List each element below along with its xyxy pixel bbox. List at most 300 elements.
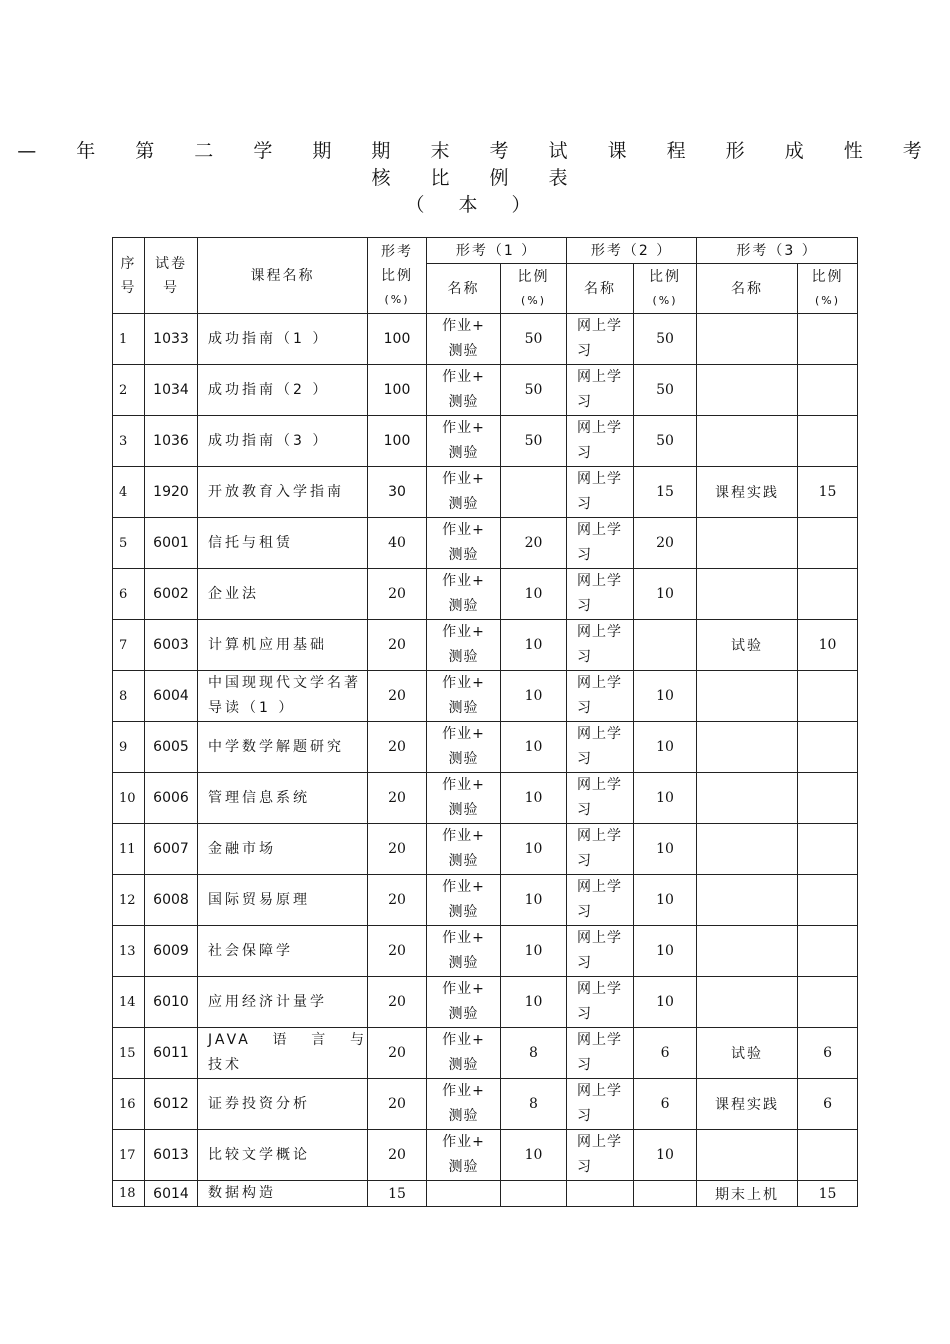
course-name-line: 计算机应用基础 (208, 636, 327, 653)
cell-paper-code: 6003 (145, 620, 198, 671)
cell-ratio: 20 (368, 977, 427, 1028)
cell-ratio: 100 (368, 416, 427, 467)
cell-course-name (198, 416, 368, 467)
cell-ratio: 20 (368, 926, 427, 977)
table-row (113, 1130, 858, 1181)
cell-t2-ratio: 10 (634, 875, 697, 926)
t2-name-line: 网上学 (577, 675, 623, 691)
cell-t1-ratio (501, 1181, 567, 1207)
table-row (113, 620, 858, 671)
cell-t3-ratio (798, 518, 858, 569)
cell-t3-name: 试验 (697, 1028, 798, 1079)
t1-name-line: 作业+ (442, 879, 485, 895)
cell-course-name (198, 1079, 368, 1130)
cell-t2-ratio: 10 (634, 824, 697, 875)
cell-t3-ratio: 15 (798, 1181, 858, 1207)
t2-name-line: 习 (577, 853, 593, 869)
cell-t2-name (567, 773, 634, 824)
cell-t3-name: 期末上机 (697, 1181, 798, 1207)
t2-name-line: 网上学 (577, 777, 623, 793)
header-seq-line2: 号 (120, 279, 137, 296)
t1-name-line: 测验 (448, 547, 479, 563)
cell-ratio: 20 (368, 875, 427, 926)
t1-name-line: 测验 (448, 394, 479, 410)
cell-t3-name (697, 671, 798, 722)
course-name-line: 技术 (208, 1057, 242, 1073)
cell-t2-name (567, 1130, 634, 1181)
cell-seq: 7 (113, 620, 145, 671)
cell-ratio: 20 (368, 620, 427, 671)
cell-t1-name (427, 416, 501, 467)
cell-paper-code: 1033 (145, 314, 198, 365)
cell-t2-ratio: 10 (634, 773, 697, 824)
t2-name-line: 习 (577, 751, 593, 767)
t1-name-line: 测验 (448, 1006, 479, 1022)
cell-paper-code: 1920 (145, 467, 198, 518)
cell-t3-name: 试验 (697, 620, 798, 671)
cell-t3-ratio (798, 314, 858, 365)
cell-seq: 8 (113, 671, 145, 722)
t2-name-line: 习 (577, 547, 593, 563)
cell-t1-ratio: 50 (501, 365, 567, 416)
course-name-line: 成功指南（3 ） (208, 432, 330, 449)
t1-name-line: 测验 (448, 649, 479, 665)
cell-t1-name (427, 365, 501, 416)
cell-t3-ratio (798, 671, 858, 722)
cell-ratio: 100 (368, 314, 427, 365)
cell-t3-ratio (798, 824, 858, 875)
cell-t3-ratio: 15 (798, 467, 858, 518)
course-name-word: 言 (311, 1032, 329, 1048)
header-g3-ratio-label: 比例 (811, 268, 844, 285)
course-name-line: 成功指南（1 ） (208, 330, 330, 347)
cell-course-name (198, 467, 368, 518)
table-row (113, 824, 858, 875)
cell-t1-ratio: 10 (501, 977, 567, 1028)
t1-name-line: 作业+ (442, 726, 485, 742)
cell-t3-name (697, 773, 798, 824)
table-row (113, 467, 858, 518)
cell-t1-name (427, 875, 501, 926)
cell-ratio: 20 (368, 1130, 427, 1181)
cell-t2-name (567, 671, 634, 722)
cell-t3-name: 课程实践 (697, 1079, 798, 1130)
t1-name-line: 测验 (448, 445, 479, 461)
cell-paper-code: 6008 (145, 875, 198, 926)
header-g2-ratio (634, 264, 697, 314)
cell-t2-ratio: 50 (634, 416, 697, 467)
header-course-name: 课程名称 (198, 238, 368, 314)
cell-seq: 14 (113, 977, 145, 1028)
cell-t1-name (427, 518, 501, 569)
cell-t1-name (427, 620, 501, 671)
t2-name-line: 习 (577, 445, 593, 461)
cell-t3-ratio (798, 722, 858, 773)
course-name-line: 导读（1 ） (208, 700, 296, 716)
cell-course-name (198, 569, 368, 620)
cell-t3-ratio: 6 (798, 1028, 858, 1079)
cell-seq: 6 (113, 569, 145, 620)
t1-name-line: 作业+ (442, 828, 485, 844)
cell-t1-ratio: 10 (501, 875, 567, 926)
t1-name-line: 作业+ (442, 369, 485, 385)
cell-t2-ratio: 10 (634, 569, 697, 620)
cell-t2-ratio (634, 1181, 697, 1207)
cell-t3-name (697, 1130, 798, 1181)
table-row (113, 773, 858, 824)
t1-name-line: 作业+ (442, 1032, 485, 1048)
cell-course-name (198, 1028, 368, 1079)
cell-ratio: 30 (368, 467, 427, 518)
cell-t1-name (427, 977, 501, 1028)
t2-name-line: 网上学 (577, 318, 623, 334)
cell-seq: 1 (113, 314, 145, 365)
header-g3-name: 名称 (697, 264, 798, 314)
course-name-line: 企业法 (208, 585, 259, 602)
cell-t2-ratio: 10 (634, 926, 697, 977)
cell-t1-ratio: 50 (501, 416, 567, 467)
cell-t3-ratio (798, 875, 858, 926)
cell-ratio: 20 (368, 1079, 427, 1130)
t1-name-line: 测验 (448, 1057, 479, 1073)
cell-t1-ratio: 10 (501, 773, 567, 824)
cell-t3-name (697, 875, 798, 926)
cell-t3-name (697, 365, 798, 416)
cell-course-name (198, 518, 368, 569)
cell-t1-ratio: 8 (501, 1079, 567, 1130)
cell-t1-ratio: 10 (501, 926, 567, 977)
t1-name-line: 测验 (448, 751, 479, 767)
cell-paper-code: 6006 (145, 773, 198, 824)
course-name-line: 数据构造 (208, 1185, 276, 1201)
t1-name-line: 作业+ (442, 471, 485, 487)
cell-seq: 18 (113, 1181, 145, 1207)
table-body (113, 314, 858, 1207)
cell-seq: 5 (113, 518, 145, 569)
t1-name-line: 作业+ (442, 1134, 485, 1150)
cell-t1-ratio (501, 467, 567, 518)
table-row (113, 1079, 858, 1130)
cell-paper-code: 6007 (145, 824, 198, 875)
course-name-line: 开放教育入学指南 (208, 483, 344, 500)
cell-t1-ratio: 8 (501, 1028, 567, 1079)
cell-course-name (198, 671, 368, 722)
t2-name-line: 网上学 (577, 1083, 623, 1099)
cell-t3-ratio (798, 365, 858, 416)
cell-t2-name (567, 518, 634, 569)
cell-t1-name (427, 1028, 501, 1079)
t2-name-line: 网上学 (577, 726, 623, 742)
cell-paper-code: 6005 (145, 722, 198, 773)
cell-t2-name (567, 722, 634, 773)
table-row (113, 569, 858, 620)
t2-name-line: 习 (577, 496, 593, 512)
cell-t2-ratio: 10 (634, 977, 697, 1028)
header-g2-ratio-unit: (%) (652, 293, 678, 307)
cell-t1-name (427, 671, 501, 722)
table-row (113, 1028, 858, 1079)
cell-ratio: 20 (368, 671, 427, 722)
cell-t3-name (697, 518, 798, 569)
header-paper-line1: 试卷 (155, 255, 187, 272)
cell-course-name (198, 722, 368, 773)
cell-t2-ratio: 50 (634, 365, 697, 416)
t2-name-line: 网上学 (577, 624, 623, 640)
header-paper-no (145, 238, 198, 314)
cell-t2-name (567, 365, 634, 416)
course-name-line: 中国现现代文学名著 (208, 675, 361, 691)
t2-name-line: 习 (577, 955, 593, 971)
cell-paper-code: 6001 (145, 518, 198, 569)
table-row (113, 518, 858, 569)
cell-t2-name (567, 314, 634, 365)
assessment-ratio-table (112, 237, 858, 1207)
t1-name-line: 作业+ (442, 420, 485, 436)
cell-t2-ratio: 10 (634, 1130, 697, 1181)
cell-seq: 3 (113, 416, 145, 467)
t2-name-line: 网上学 (577, 930, 623, 946)
t2-name-line: 网上学 (577, 471, 623, 487)
t1-name-line: 作业+ (442, 930, 485, 946)
cell-t2-name (567, 467, 634, 518)
header-group-2: 形考（2 ） (567, 238, 697, 264)
header-g3-ratio (798, 264, 858, 314)
cell-ratio: 100 (368, 365, 427, 416)
table-row (113, 977, 858, 1028)
cell-paper-code: 6009 (145, 926, 198, 977)
course-name-word: JAVA (208, 1032, 251, 1048)
cell-t2-name (567, 977, 634, 1028)
cell-t2-name (567, 926, 634, 977)
t1-name-line: 测验 (448, 496, 479, 512)
cell-ratio: 20 (368, 773, 427, 824)
t2-name-line: 网上学 (577, 828, 623, 844)
header-paper-line2: 号 (163, 279, 179, 296)
cell-t3-name (697, 722, 798, 773)
cell-t1-name (427, 722, 501, 773)
cell-seq: 2 (113, 365, 145, 416)
t1-name-line: 测验 (448, 343, 479, 359)
t1-name-line: 作业+ (442, 981, 485, 997)
t1-name-line: 作业+ (442, 522, 485, 538)
table-row (113, 314, 858, 365)
cell-t1-name (427, 1079, 501, 1130)
course-name-line: 信托与租赁 (208, 534, 293, 551)
cell-t1-name (427, 926, 501, 977)
table-row (113, 722, 858, 773)
t1-name-line: 作业+ (442, 624, 485, 640)
cell-t2-ratio (634, 620, 697, 671)
header-g1-ratio-label: 比例 (517, 268, 550, 285)
cell-t1-ratio: 50 (501, 314, 567, 365)
table-row (113, 875, 858, 926)
t2-name-line: 习 (577, 1057, 593, 1073)
t2-name-line: 网上学 (577, 1032, 623, 1048)
cell-t2-name (567, 416, 634, 467)
cell-seq: 9 (113, 722, 145, 773)
cell-ratio: 15 (368, 1181, 427, 1207)
cell-seq: 10 (113, 773, 145, 824)
cell-t1-ratio: 10 (501, 722, 567, 773)
cell-t3-ratio (798, 773, 858, 824)
table-row (113, 365, 858, 416)
cell-t3-ratio: 6 (798, 1079, 858, 1130)
t2-name-line: 网上学 (577, 879, 623, 895)
cell-t1-name (427, 314, 501, 365)
cell-t2-ratio: 50 (634, 314, 697, 365)
cell-t3-ratio (798, 977, 858, 1028)
header-row-1 (113, 238, 858, 264)
cell-course-name (198, 1130, 368, 1181)
t2-name-line: 网上学 (577, 420, 623, 436)
cell-seq: 16 (113, 1079, 145, 1130)
t2-name-line: 网上学 (577, 573, 623, 589)
cell-ratio: 40 (368, 518, 427, 569)
cell-t3-ratio (798, 569, 858, 620)
cell-t1-name (427, 467, 501, 518)
t1-name-line: 作业+ (442, 318, 485, 334)
cell-paper-code: 1034 (145, 365, 198, 416)
cell-paper-code: 1036 (145, 416, 198, 467)
t1-name-line: 作业+ (442, 675, 485, 691)
cell-seq: 17 (113, 1130, 145, 1181)
cell-course-name (198, 365, 368, 416)
header-g1-ratio-unit: (%) (520, 293, 547, 307)
course-name-line: 社会保障学 (208, 942, 293, 959)
t1-name-line: 作业+ (442, 573, 485, 589)
header-g1-name: 名称 (427, 264, 501, 314)
t2-name-line: 习 (577, 802, 593, 818)
table-row (113, 1181, 858, 1207)
t2-name-line: 习 (577, 1108, 593, 1124)
table-row (113, 671, 858, 722)
cell-t2-name (567, 1028, 634, 1079)
cell-t1-name (427, 824, 501, 875)
cell-paper-code: 6011 (145, 1028, 198, 1079)
t2-name-line: 习 (577, 649, 593, 665)
header-seq (113, 238, 145, 314)
header-g1-ratio (501, 264, 567, 314)
cell-seq: 15 (113, 1028, 145, 1079)
t2-name-line: 网上学 (577, 981, 623, 997)
course-name-line: 中学数学解题研究 (208, 738, 344, 755)
cell-t1-name (427, 569, 501, 620)
cell-seq: 13 (113, 926, 145, 977)
header-ratio-line1: 形考 (381, 243, 413, 260)
cell-t2-name (567, 1181, 634, 1207)
course-name-line: 金融市场 (208, 840, 276, 857)
cell-course-name (198, 1181, 368, 1207)
t2-name-line: 习 (577, 394, 593, 410)
cell-seq: 12 (113, 875, 145, 926)
cell-seq: 11 (113, 824, 145, 875)
table-row (113, 416, 858, 467)
t2-name-line: 习 (577, 343, 593, 359)
t2-name-line: 网上学 (577, 1134, 623, 1150)
t2-name-line: 网上学 (577, 522, 623, 538)
cell-t1-ratio: 10 (501, 1130, 567, 1181)
course-name-line: 国际贸易原理 (208, 891, 310, 908)
t1-name-line: 测验 (448, 1108, 479, 1124)
cell-t1-ratio: 20 (501, 518, 567, 569)
header-g3-ratio-unit: (%) (815, 293, 841, 307)
cell-t1-ratio: 10 (501, 620, 567, 671)
t2-name-line: 习 (577, 598, 593, 614)
t1-name-line: 测验 (448, 853, 479, 869)
cell-course-name (198, 926, 368, 977)
cell-t3-ratio: 10 (798, 620, 858, 671)
cell-seq: 4 (113, 467, 145, 518)
cell-t3-ratio (798, 926, 858, 977)
cell-t1-ratio: 10 (501, 569, 567, 620)
cell-t3-name (697, 416, 798, 467)
cell-ratio: 20 (368, 569, 427, 620)
cell-course-name (198, 314, 368, 365)
t1-name-line: 测验 (448, 955, 479, 971)
cell-paper-code: 6014 (145, 1181, 198, 1207)
cell-t3-name (697, 926, 798, 977)
cell-t2-ratio: 15 (634, 467, 697, 518)
t2-name-line: 习 (577, 904, 593, 920)
cell-course-name (198, 977, 368, 1028)
cell-t2-ratio: 6 (634, 1079, 697, 1130)
table-row (113, 926, 858, 977)
cell-t2-ratio: 20 (634, 518, 697, 569)
cell-t3-name (697, 977, 798, 1028)
header-g2-ratio-label: 比例 (649, 268, 682, 285)
cell-paper-code: 6002 (145, 569, 198, 620)
t1-name-line: 测验 (448, 802, 479, 818)
cell-ratio: 20 (368, 1028, 427, 1079)
cell-paper-code: 6013 (145, 1130, 198, 1181)
course-name-line: 管理信息系统 (208, 789, 310, 806)
cell-t2-name (567, 1079, 634, 1130)
cell-t1-name (427, 773, 501, 824)
header-ratio-line2: 比例 (381, 267, 413, 284)
header-seq-line1: 序 (120, 255, 137, 272)
course-name-line: 应用经济计量学 (208, 993, 327, 1010)
cell-paper-code: 6004 (145, 671, 198, 722)
header-ratio-unit: (%) (384, 292, 410, 306)
cell-t2-name (567, 620, 634, 671)
cell-t1-ratio: 10 (501, 824, 567, 875)
cell-course-name (198, 875, 368, 926)
cell-t2-ratio: 6 (634, 1028, 697, 1079)
cell-t3-ratio (798, 416, 858, 467)
course-name-line (208, 1028, 367, 1053)
t2-name-line: 习 (577, 700, 593, 716)
course-name-line: 成功指南（2 ） (208, 381, 330, 398)
course-name-word: 与 (349, 1032, 367, 1048)
page-title: — 年 第 二 学 期 期 末 考 试 课 程 形 成 性 考 核 比 例 表 (17, 140, 939, 189)
cell-t2-name (567, 569, 634, 620)
header-group-1: 形考（1 ） (427, 238, 567, 264)
t1-name-line: 作业+ (442, 1083, 485, 1099)
cell-paper-code: 6010 (145, 977, 198, 1028)
t1-name-line: 测验 (448, 1159, 479, 1175)
cell-t3-name (697, 824, 798, 875)
t1-name-line: 作业+ (442, 777, 485, 793)
course-name-line: 比较文学概论 (208, 1146, 310, 1163)
cell-course-name (198, 773, 368, 824)
header-ratio (368, 238, 427, 314)
t2-name-line: 网上学 (577, 369, 623, 385)
t2-name-line: 习 (577, 1006, 593, 1022)
t2-name-line: 习 (577, 1159, 593, 1175)
cell-t1-name (427, 1181, 501, 1207)
cell-t2-ratio: 10 (634, 671, 697, 722)
cell-t3-name: 课程实践 (697, 467, 798, 518)
